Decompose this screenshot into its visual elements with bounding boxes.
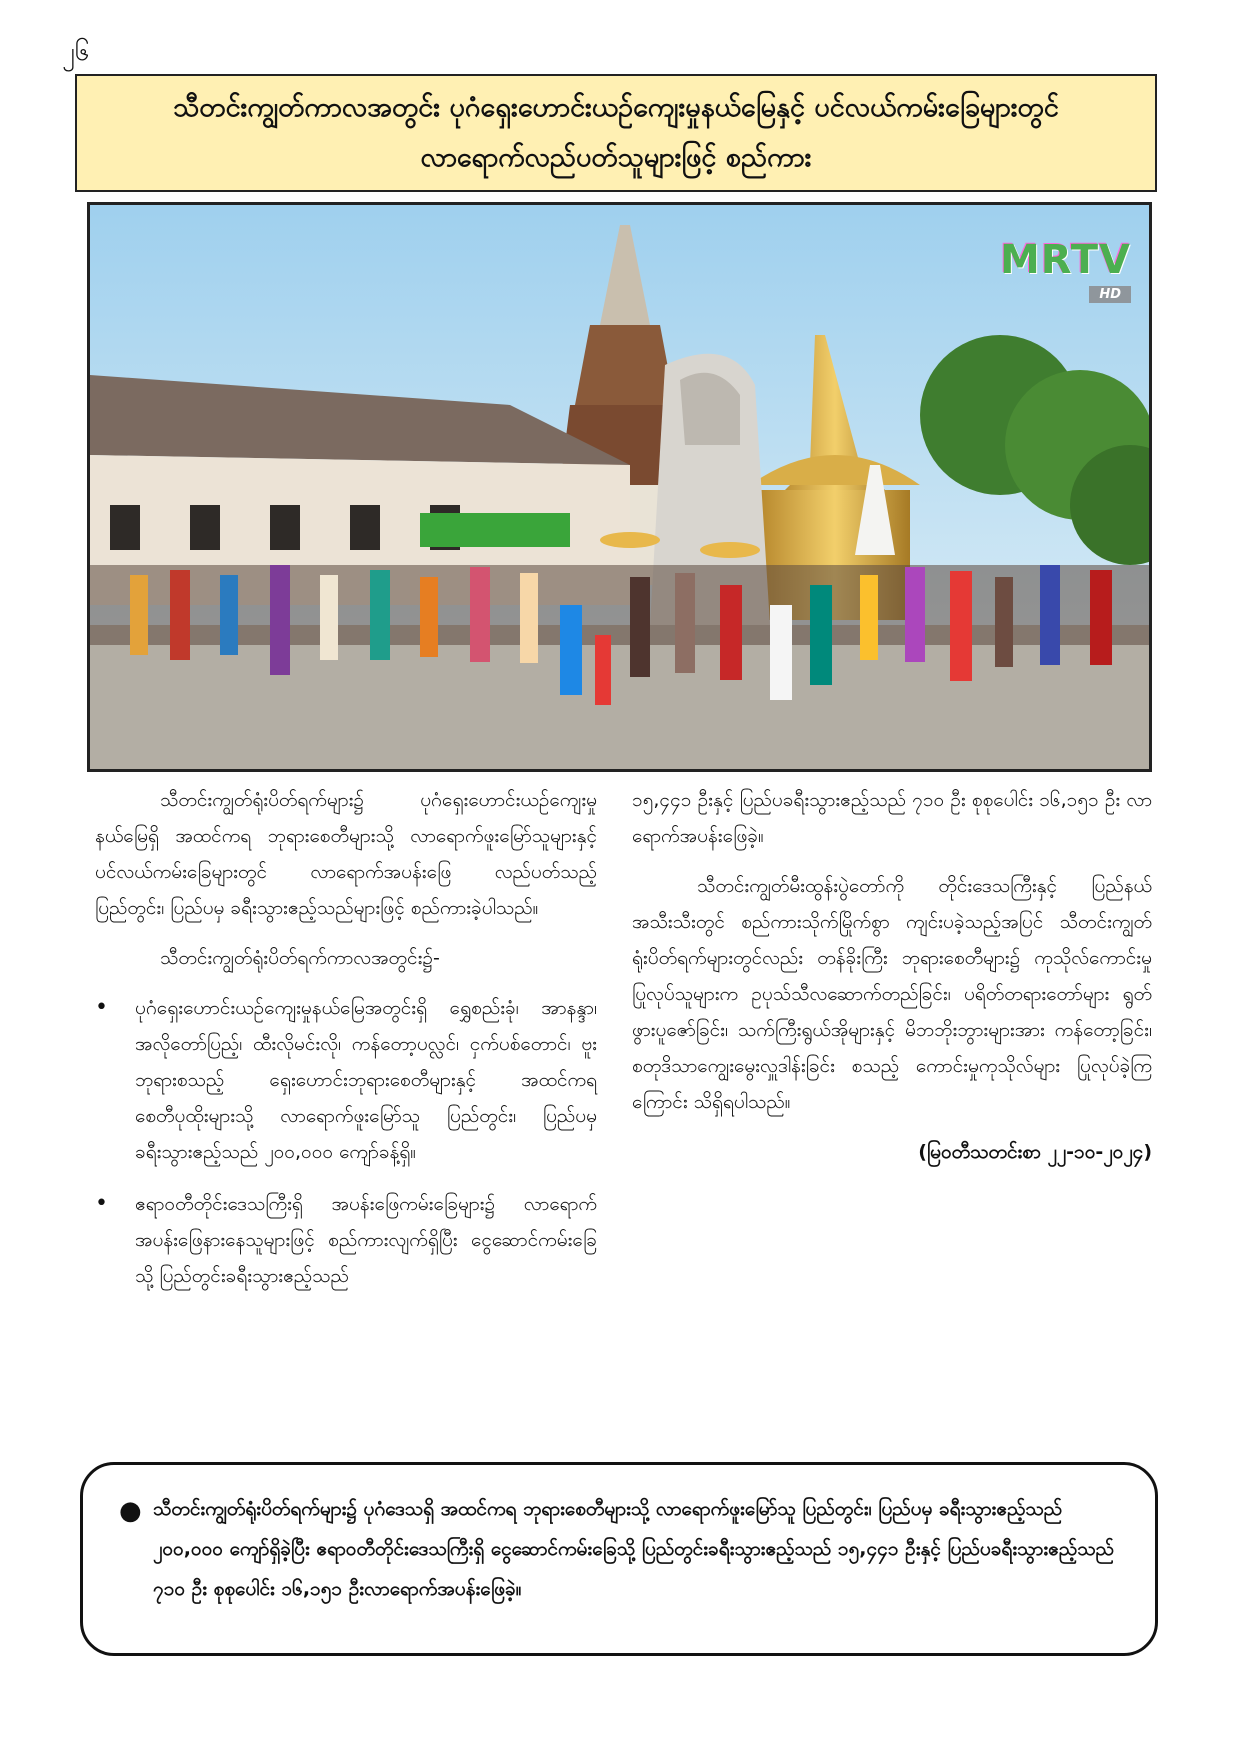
bullet-text-bagan: ပုဂံရှေးဟောင်းယဉ်ကျေးမှုနယ်မြေအတွင်းရှိ ရွှေစည်းခုံ၊ အာနန္ဒာ၊ အလိုတော်ပြည့်၊ ထီးလိုမင်းလို၊ ကန်တော့ပလ္လင်၊ ငှက်ပစ်တောင်၊ ဗူးဘုရားစသည့် ရှေးဟောင်းဘုရားစေတီများနှင့် အထင်ကရ စေတီပုထိုးများသို့ လာရောက်ဖူးမြော်သူ ပြည်တွင်း၊ ပြည်ပမှ ခရီးသွားဧည့်သည် ၂၀၀,၀၀၀ ကျော်ခန့်ရှိ။ xyxy=(135,997,597,1163)
page-number: ၂၆ xyxy=(62,37,90,67)
bullet-item-ayeyarwady xyxy=(95,1186,597,1294)
right-column xyxy=(632,782,1152,1170)
continued-paragraph: ၁၅,၄၄၁ ဦးနှင့် ပြည်ပခရီးသွားဧည့်သည် ၇၁၀ ဦး စုစုပေါင်း ၁၆,၁၅၁ ဦး လာရောက်အပန်းဖြေခဲ့။ xyxy=(632,789,1152,847)
festival-paragraph: သီတင်းကျွတ်မီးထွန်းပွဲတော်ကို တိုင်းဒေသကြီးနှင့် ပြည်နယ်အသီးသီးတွင် စည်ကားသိုက်မြိုက်စွာ ကျင်းပခဲ့သည့်အပြင် သီတင်းကျွတ်ရုံးပိတ်ရက်များတွင်လည်း တန်ခိုးကြီး ဘုရားစေတီများ၌ ကုသိုလ်ကောင်းမှုပြုလုပ်သူများက ဥပုသ်သီလဆောက်တည်ခြင်း၊ ပရိတ်တရားတော်များ ရွတ်ဖွားပူဇော်ခြင်း၊ သက်ကြီးရွယ်အိုများနှင့် မိဘဘိုးဘွားများအား ကန်တော့ခြင်း၊ စတုဒိသာကျွေးမွေးလှူဒါန်းခြင်း စသည့် ကောင်းမှုကုသိုလ်များ ပြုလုပ်ခဲ့ကြကြောင်း သိရှိရပါသည်။ xyxy=(632,875,1152,1113)
intro-paragraph: သီတင်းကျွတ်ရုံးပိတ်ရက်များ၌ ပုဂံရှေးဟောင်းယဉ်ကျေးမှုနယ်မြေရှိ အထင်ကရ ဘုရားစေတီများသို့ လာရောက်ဖူးမြော်သူများနှင့် ပင်လယ်ကမ်းခြေများတွင် လာရောက်အပန်းဖြေ လည်ပတ်သည့် ပြည်တွင်း၊ ပြည်ပမှ ခရီးသွားဧည့်သည်များဖြင့် စည်ကားခဲ့ပါသည်။ xyxy=(95,789,597,919)
bullet-item-bagan xyxy=(95,990,597,1170)
news-photo xyxy=(87,202,1152,772)
bullet-dot-icon: • xyxy=(95,995,108,1020)
summary-bullet-icon: ● xyxy=(119,1496,142,1526)
left-column xyxy=(95,782,597,1310)
festival-scene-illustration xyxy=(90,205,1149,769)
bullet-dot-icon: • xyxy=(95,1191,108,1216)
mrtv-logo xyxy=(1000,237,1131,303)
headline-line-1: သီတင်းကျွတ်ကာလအတွင်း ပုဂံရှေးဟောင်းယဉ်ကျေးမှုနယ်မြေနှင့် ပင်လယ်ကမ်းခြေများတွင် xyxy=(173,92,1059,123)
headline-line-2: လာရောက်လည်ပတ်သူများဖြင့် စည်ကား xyxy=(420,142,812,173)
list-lead-text: သီတင်းကျွတ်ရုံးပိတ်ရက်ကာလအတွင်း၌- xyxy=(160,947,440,969)
source-citation: (မြဝတီသတင်းစာ ၂၂-၁၀-၂၀၂၄) xyxy=(918,1141,1152,1163)
summary-box xyxy=(80,1462,1158,1656)
mrtv-logo-text: MRTV xyxy=(999,237,1131,283)
mrtv-hd-badge: HD xyxy=(1089,286,1131,303)
summary-text: သီတင်းကျွတ်ရုံးပိတ်ရက်များ၌ ပုဂံဒေသရှိ အထင်ကရ ဘုရားစေတီများသို့ လာရောက်ဖူးမြော်သူ ပြည်တွင်း၊ ပြည်ပမှ ခရီးသွားဧည့်သည် ၂၀၀,၀၀၀ ကျော်ရှိခဲ့ပြီး ဧရာဝတီတိုင်းဒေသကြီးရှိ ငွေဆောင်ကမ်းခြေသို့ ပြည်တွင်းခရီးသွားဧည့်သည် ၁၅,၄၄၁ ဦးနှင့် ပြည်ပခရီးသွားဧည့်သည် ၇၁၀ ဦး စုစုပေါင်း ၁၆,၁၅၁ ဦးလာရောက်အပန်းဖြေခဲ့။ xyxy=(153,1498,1114,1600)
headline-box xyxy=(75,74,1157,192)
bullet-text-ayeyarwady: ဧရာဝတီတိုင်းဒေသကြီးရှိ အပန်းဖြေကမ်းခြေများ၌ လာရောက်အပန်းဖြေနားနေသူများဖြင့် စည်ကားလျက်ရှိပြီး ငွေဆောင်ကမ်းခြေသို့ ပြည်တွင်းခရီးသွားဧည့်သည် xyxy=(135,1193,597,1287)
